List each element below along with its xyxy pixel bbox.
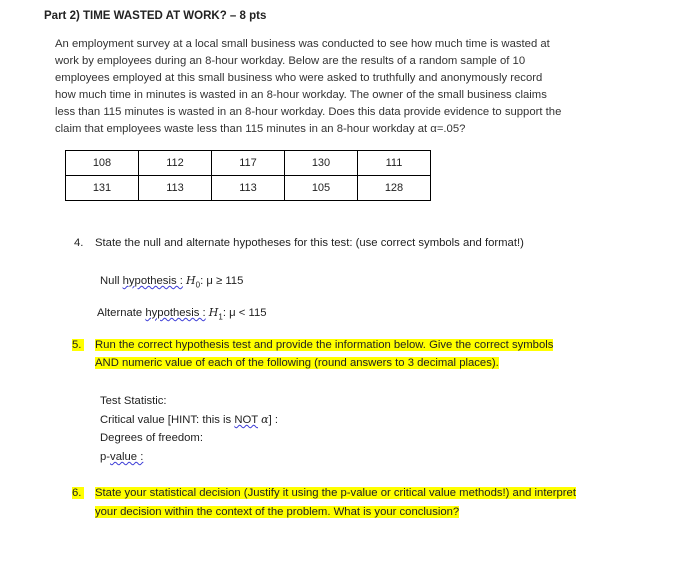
p-word: value : — [110, 451, 144, 463]
alt-label: Alternate — [97, 307, 146, 319]
q5-line1 — [95, 339, 553, 351]
problem-line: claim that employees waste less than 115 minutes in an 8-hour workday at α=.05? — [55, 122, 466, 135]
critical-value-label — [100, 413, 278, 426]
q6-line2 — [95, 506, 459, 518]
test-statistic-label: Test Statistic: — [100, 395, 167, 407]
table-cell: 128 — [358, 176, 431, 201]
section-title: Part 2) TIME WASTED AT WORK? – 8 pts — [44, 10, 267, 22]
p-value-label — [100, 451, 143, 463]
table-row — [66, 176, 431, 201]
q5-line1-text: Run the correct hypothesis test and provide the information below. Give the correct symbols — [95, 339, 554, 351]
table-cell: 130 — [285, 151, 358, 176]
table-cell: 113 — [212, 176, 285, 201]
q5-line2-text: AND numeric value of each of the following (round answers to 3 decimal places). — [95, 357, 499, 369]
alt-claim: : μ < 115 — [222, 307, 267, 319]
q6-number: 6. — [72, 487, 84, 499]
table-cell: 108 — [66, 151, 139, 176]
alternate-hypothesis — [97, 306, 267, 321]
critical-suffix: ] : — [268, 414, 278, 426]
q4-number: 4. — [74, 237, 84, 249]
table-cell: 113 — [139, 176, 212, 201]
problem-line: how much time in minutes is wasted in an 8-hour workday. The owner of the small business claims — [55, 88, 547, 101]
p-prefix: p- — [100, 451, 111, 463]
q6-line1 — [95, 487, 576, 499]
h1-subscript: 1 — [218, 312, 223, 322]
critical-prefix: Critical value [HINT: this is — [100, 414, 235, 426]
degrees-of-freedom-label: Degrees of freedom: — [100, 432, 203, 444]
null-hypothesis — [100, 274, 243, 289]
alpha-symbol: α — [261, 413, 269, 426]
q5-number: 5. — [72, 339, 84, 351]
problem-line: less than 115 minutes is wasted in an 8-hour workday. Does this data provide evidence to support the — [55, 105, 562, 118]
problem-line: An employment survey at a local small business was conducted to see how much time is wasted at — [55, 38, 550, 50]
q5-line2 — [95, 357, 499, 369]
null-label: Null — [100, 275, 123, 287]
q6-line1-text: State your statistical decision (Justify it using the p-value or critical value methods!) and interpret — [95, 487, 576, 499]
q4-text: State the null and alternate hypotheses for this test: (use correct symbols and format!) — [95, 237, 524, 249]
q6-line2-text: your decision within the context of the problem. What is your conclusion? — [95, 506, 460, 518]
table-row — [66, 151, 431, 176]
problem-line: work by employees during an 8-hour workday. Below are the results of a random sample of 10 — [55, 54, 526, 67]
table-cell: 111 — [358, 151, 431, 176]
h0-subscript: 0 — [195, 280, 201, 290]
table-cell: 117 — [212, 151, 285, 176]
h1-symbol: H — [208, 306, 219, 319]
table-cell: 131 — [66, 176, 139, 201]
problem-line: employees employed at this small business who were asked to truthfully and anonymously record — [55, 71, 543, 84]
h0-symbol: H — [186, 274, 196, 287]
problem-statement — [55, 36, 635, 137]
table-cell: 112 — [139, 151, 212, 176]
null-word: hypothesis : — [122, 275, 183, 287]
null-claim: : μ ≥ 115 — [200, 275, 244, 287]
data-table — [65, 150, 431, 201]
table-cell: 105 — [285, 176, 358, 201]
critical-not: NOT — [234, 414, 258, 426]
alt-word: hypothesis : — [145, 307, 206, 319]
